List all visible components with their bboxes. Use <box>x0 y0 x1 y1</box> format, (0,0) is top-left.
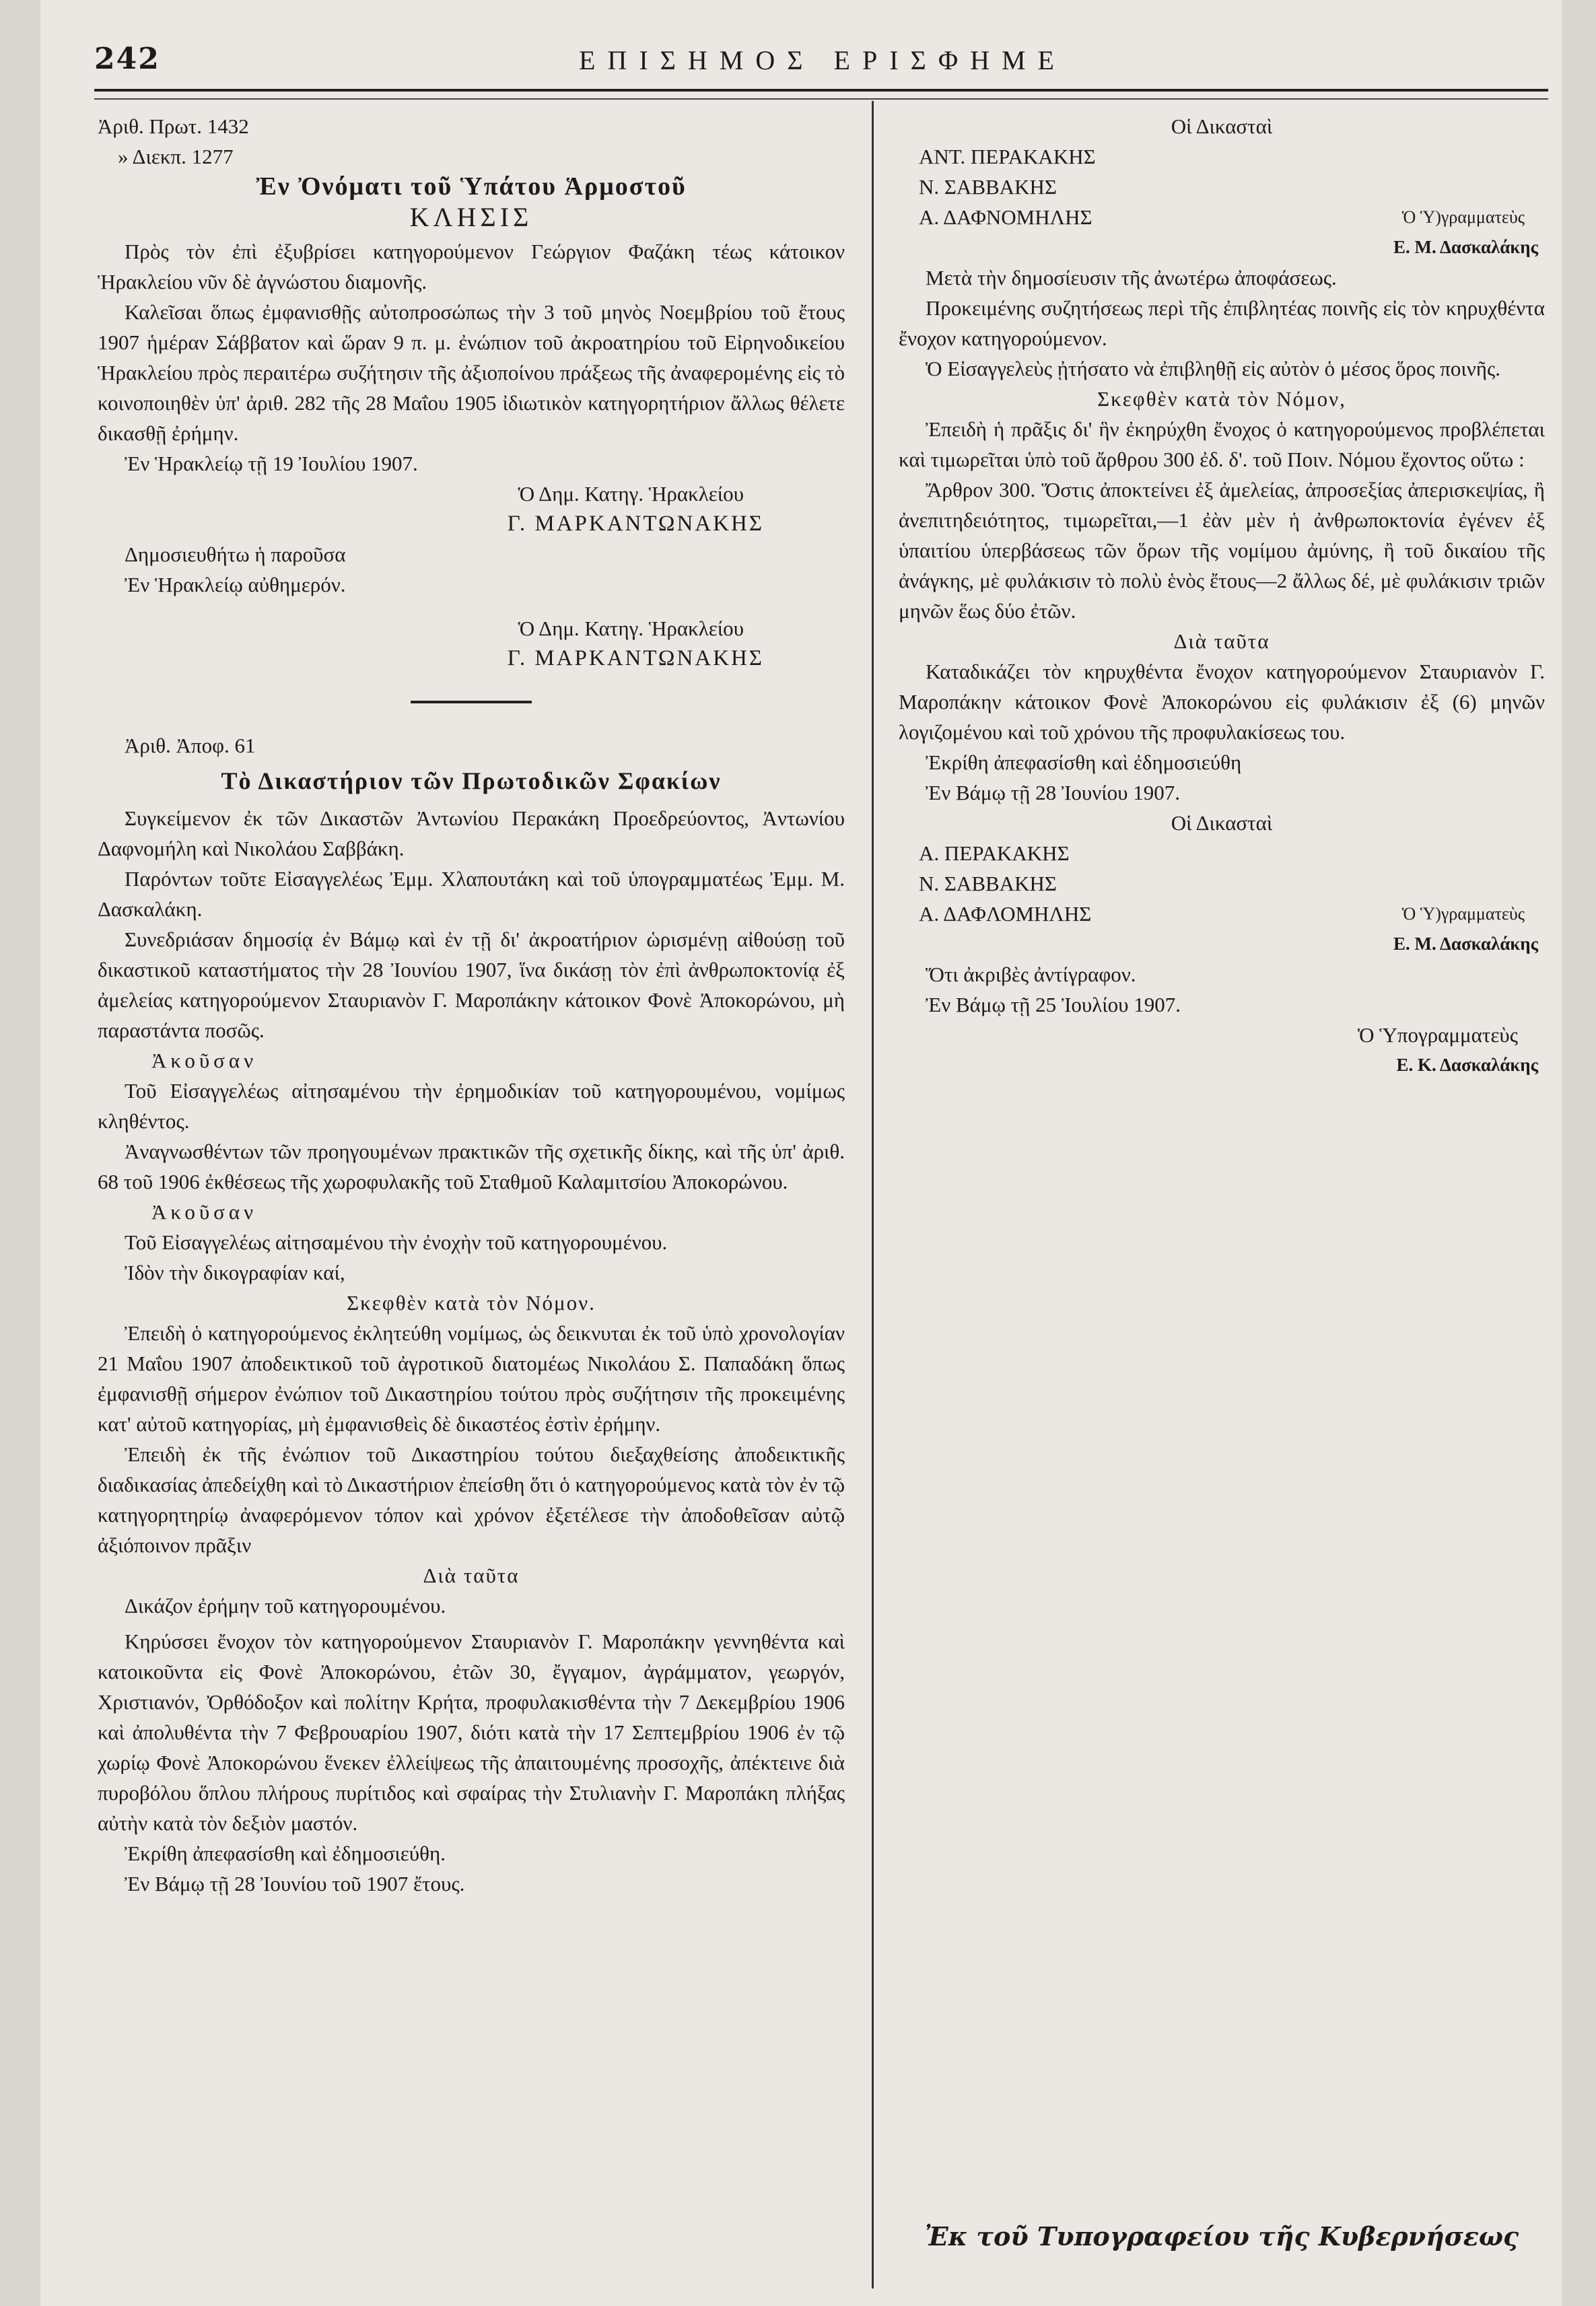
judge-name: Ν. ΣΑΒΒΑΚΗΣ <box>919 872 1057 895</box>
heard-heading-2: Ἀκοῦσαν <box>151 1200 258 1224</box>
decision-in-absentia: Δικάζον ἐρήμην τοῦ κατηγορουμένου. <box>125 1594 446 1617</box>
decision-published: Ἐκρίθη ἀπεφασίσθη καὶ ἐδημοσιεύθη. <box>125 1842 446 1865</box>
page-header <box>94 30 1548 77</box>
decision-verdict: Κηρύσσει ἔνοχον τὸν κατηγορούμενον Σταυριανὸν Γ. Μαροπάκην γεννηθέντα καὶ κατοικοῦντα εἰς Φονὲ Ἀποκορώνου, ἐτῶν 30, ἔγγαμον, ἀγράμματον, γεωργόν, Χριστιανόν, Ὀρθόδοξον καὶ πολίτην Κρήτα, προφυλακισθέντα τὴν 7 Δεκεμβρίου 1906 καὶ ἀπολυθέντα τὴν 7 Φεβρουαρίου 1907, διότι κατὰ τὴν 17 Σεπτεμβρίου 1906 ἐν τῷ χωρίῳ Φονὲ Ἀποκορώνου ἕνεκεν ἐλλείψεως τῆς ἀπαιτουμένης προσοχῆς, ἀπέκτεινε διὰ πυροβόλου ὅπλου πλήρους πυρίτιδος καὶ σφαίρας τὴν Στυλιανὴν Γ. Μαροπάκη πλήξας αὐτὴν κατὰ τὸν δεξιὸν μαστόν. <box>98 1630 845 1835</box>
court-title: Τὸ Δικαστήριον τῶν Πρωτοδικῶν Σφακίων <box>221 767 722 794</box>
decision-whereas-1: Ἐπειδὴ ὁ κατηγορούμενος ἐκλητεύθη νομίμως, ὡς δεικνυται ἐκ τοῦ ὑπὸ χρονολογίαν 21 Μαΐου 1907 ἀποδεικτικοῦ τοῦ ἀγροτικοῦ διατομέως Νικολάου Σ. Παπαδάκη ὅπως ἐμφανισθῇ σήμερον ἐνώπιον τοῦ Δικαστηρίου τούτου πρὸς συζήτησιν τῆς προκειμένης κατ' αὐτοῦ κατηγορίας, μὴ ἐμφανισθεὶς δὲ δικαστέος ἐστὶν ἐρήμην. <box>98 1321 845 1436</box>
column-divider <box>872 101 874 2288</box>
sentence-considered: Σκεφθὲν κατὰ τὸν Νόμον, <box>1097 387 1346 411</box>
page-number: 242 <box>94 42 160 76</box>
judge-name: ΑΝΤ. ΠΕΡΑΚΑΚΗΣ <box>919 145 1096 168</box>
clerk-name-2: Ε. Μ. Δασκαλάκης <box>1393 934 1538 954</box>
judge-name: Α. ΔΑΦΝΟΜΗΛΗΣ <box>919 205 1092 229</box>
summons-title: ΚΛΗΣΙΣ <box>409 202 533 232</box>
clerk-name-3: Ε. Κ. Δασκαλάκης <box>1396 1055 1538 1075</box>
decision-composition: Συγκείμενον ἐκ τῶν Δικαστῶν Ἀντωνίου Περακάκη Προεδρεύοντος, Ἀντωνίου Δαφνομήλη καὶ Νικολάου Σαββάκη. <box>98 806 845 860</box>
publish-order: Δημοσιευθήτω ἡ παροῦσα <box>125 543 346 566</box>
running-title: ΕΠΙΣΗΜΟΣ ΕΡΙΣΦΗΜΕ <box>579 45 1066 75</box>
decision-prosecutor-request: Τοῦ Εἰσαγγελέως αἰτησαμένου τὴν ἐρημοδικίαν τοῦ κατηγορουμένου, νομίμως κληθέντος. <box>98 1079 845 1133</box>
judges-label-2: Οἱ Δικασταὶ <box>1171 811 1273 835</box>
signature-1-name: Γ. ΜΑΡΚΑΝΤΩΝΑΚΗΣ <box>507 512 764 536</box>
decision-session: Συνεδριάσαν δημοσίᾳ ἐν Βάμῳ καὶ ἐν τῇ δι' ἀκροατήριον ὡρισμένῃ αἰθούσῃ τοῦ δικαστικοῦ καταστήματος τὴν 28 Ἰουνίου 1907, ἵνα δικάσῃ τὸν ἐπὶ ἀνθρωποκτονίᾳ ἐξ ἀμελείας κατηγορούμενον Σταυριανὸν Γ. Μαροπάκην κάτοικον Φονὲ Ἀποκορώνου, μὴ παραστάντα ποσῶς. <box>98 928 845 1042</box>
sentence-published: Ἐκρίθη ἀπεφασίσθη καὶ ἐδημοσιεύθη <box>926 750 1242 774</box>
signature-1-title: Ὁ Δημ. Κατηγ. Ἡρακλείου <box>518 482 744 505</box>
ref-dispatch: » Διεκπ. 1277 <box>118 145 234 168</box>
right-column <box>899 111 1545 1080</box>
decision-whereas-2: Ἐπειδὴ ἐκ τῆς ἐνώπιον τοῦ Δικαστηρίου τούτου διεξαχθείσης ἀποδεικτικῆς διαδικασίας ἀπεδείχθη καὶ τὸ Δικαστήριον ἐπείσθη ὅτι ὁ κατηγορούμενος κατὰ τὸν ἐν τῷ κατηγορητηρίῳ ἀναφερόμενον τόπον καὶ χρόνον ἐξετέλεσε τὴν ἀποδοθεῖσαν αὐτῷ ἀξιόποινον πρᾶξιν <box>98 1442 845 1557</box>
newspaper-page <box>40 0 1562 2306</box>
clerk-label-2: Ὁ Ὑ)γραμματεὺς <box>1401 904 1525 923</box>
judges-block-2 <box>899 838 1545 929</box>
decision-place-date: Ἐν Βάμῳ τῇ 28 Ἰουνίου τοῦ 1907 ἔτους. <box>125 1872 465 1895</box>
sentence-intro: Μετὰ τὴν δημοσίευσιν τῆς ἀνωτέρω ἀποφάσεως. <box>926 266 1337 289</box>
decision-present: Παρόντων τοῦτε Εἰσαγγελέως Ἐμμ. Χλαπουτάκη καὶ τοῦ ὑπογραμματέως Ἐμμ. Μ. Δασκαλάκη. <box>98 867 845 921</box>
judge-clerk-row <box>919 202 1545 232</box>
for-these-reasons-heading: Διὰ ταῦτα <box>423 1564 520 1587</box>
header-rule <box>94 89 1548 100</box>
clerk-label: Ὁ Ὑ)γραμματεὺς <box>1401 207 1525 227</box>
true-copy: Ὅτι ἀκριβὲς ἀντίγραφον. <box>926 963 1136 986</box>
copy-place-date: Ἐν Βάμῳ τῇ 25 Ἰουλίου 1907. <box>926 993 1181 1016</box>
judge-name: Α. ΠΕΡΑΚΑΚΗΣ <box>919 841 1070 865</box>
sentence-discussion: Προκειμένης συζητήσεως περὶ τῆς ἐπιβλητέας ποινῆς εἰς τὸν κηρυχθέντα ἔνοχον κατηγορούμενον. <box>899 296 1545 350</box>
decision-records-read: Ἀναγνωσθέντων τῶν προηγουμένων πρακτικῶν τῆς σχετικῆς δίκης, καὶ τῆς ὑπ' ἀριθ. 68 τοῦ 1906 ἐκθέσεως τῆς χωροφυλακῆς τοῦ Σταθμοῦ Καλαμιτσίου Ἀποκορώνου. <box>98 1140 845 1193</box>
for-these-reasons-heading-2: Διὰ ταῦτα <box>1173 629 1270 653</box>
sentence-place-date: Ἐν Βάμῳ τῇ 28 Ἰουνίου 1907. <box>926 781 1180 804</box>
signature-2-name: Γ. ΜΑΡΚΑΝΤΩΝΑΚΗΣ <box>507 646 764 670</box>
signature-2-title: Ὁ Δημ. Κατηγ. Ἡρακλείου <box>518 617 744 640</box>
summons-body: Καλεῖσαι ὅπως ἐμφανισθῇς αὐτοπροσώπως τὴν 3 τοῦ μηνὸς Νοεμβρίου τοῦ ἔτους 1907 ἡμέραν Σάββατον καὶ ὥραν 9 π. μ. ἐνώπιον τοῦ ἀκροατηρίου τοῦ Εἰρηνοδικείου Ἡρακλείου πρὸς περαιτέρω συζήτησιν τῆς ἀξιοποίνου πράξεως τῆς ἀναφερομένης εἰς τὸ κοινοποιηθὲν ὑπ' ἀριθ. 282 τῆς 28 Μαΐου 1905 ἰδιωτικὸν κατηγορητήριον ἄλλως θέλετε δικασθῇ ἐρήμην. <box>98 300 845 445</box>
left-column <box>98 111 845 1899</box>
summons-addressee: Πρὸς τὸν ἐπὶ ἐξυβρίσει κατηγορούμενον Γεώργιον Φαζάκη τέως κάτοικον Ἡρακλείου νῦν δὲ ἀγνώστου διαμονῆς. <box>98 240 845 293</box>
printer-imprint: Ἐκ τοῦ Τυπογραφείου τῆς Κυβερνήσεως <box>924 2221 1519 2251</box>
sentence-prosecutor: Ὁ Εἰσαγγελεὺς ᾐτήσατο νὰ ἐπιβληθῇ εἰς αὐτὸν ὁ μέσος ὅρος ποινῆς. <box>926 357 1500 380</box>
clerk-label-3: Ὁ Ὑπογραμματεὺς <box>1357 1023 1518 1047</box>
ref-protocol: Ἀριθ. Πρωτ. 1432 <box>98 114 249 138</box>
judge-clerk-row-2 <box>919 899 1545 929</box>
judges-label: Οἱ Δικασταὶ <box>1171 114 1273 138</box>
publish-place: Ἐν Ἡρακλείῳ αὐθημερόν. <box>125 573 346 596</box>
judge-name: Α. ΔΑΦΛΟΜΗΛΗΣ <box>919 902 1092 925</box>
decision-considered: Σκεφθὲν κατὰ τὸν Νόμον. <box>347 1291 596 1315</box>
summons-place-date: Ἐν Ἡρακλείῳ τῇ 19 Ἰουλίου 1907. <box>125 452 418 475</box>
clerk-name: Ε. Μ. Δασκαλάκης <box>1393 237 1538 257</box>
heard-heading-1: Ἀκοῦσαν <box>151 1049 258 1072</box>
decision-ref: Ἀριθ. Ἀποφ. 61 <box>125 734 256 757</box>
judge-name: Ν. ΣΑΒΒΑΚΗΣ <box>919 175 1057 199</box>
sentence-verdict: Καταδικάζει τὸν κηρυχθέντα ἔνοχον κατηγορούμενον Σταυριανὸν Γ. Μαροπάκην κάτοικον Φονὲ Ἀποκορώνου εἰς φυλάκισιν ἐξ (6) μηνῶν λογιζομένου καὶ τοῦ χρόνου τῆς προφυλακίσεως του. <box>899 660 1545 744</box>
decision-file-seen: Ἰδὸν τὴν δικογραφίαν καί, <box>125 1261 345 1284</box>
judges-block <box>899 141 1545 232</box>
invocation-heading: Ἐν Ὀνόματι τοῦ Ὑπάτου Ἁρμοστοῦ <box>256 172 687 201</box>
section-divider <box>411 701 532 703</box>
sentence-whereas: Ἐπειδὴ ἡ πρᾶξις δι' ἣν ἐκηρύχθη ἔνοχος ὁ κατηγορούμενος προβλέπεται καὶ τιμωρεῖται ὑπὸ τοῦ ἄρθρου 300 ἐδ. δ'. τοῦ Ποιν. Νόμου ἔχοντος οὕτω : <box>899 417 1545 471</box>
penal-article-300: Ἄρθρον 300. Ὅστις ἀποκτείνει ἐξ ἀμελείας, ἀπροσεξίας ἀπερισκεψίας, ἢ ἀνεπιτηδειότητος, τιμωρεῖται,—1 ἐὰν μὲν ἡ ἀνθρωποκτονία ἐγένεν ἐξ ὑπαιτίου ὑπερβάσεως τῶν ὅρων τῆς νομίμου ἀμύνης, ἢ τοῦ δικαίου τῆς ἀνάγκης, μὲ φυλάκισιν τὸ πολὺ ἑνὸς ἔτους—2 ἄλλως δέ, μὲ φυλάκισιν τριῶν μηνῶν ἕως δύο ἐτῶν. <box>899 478 1545 623</box>
decision-guilt-request: Τοῦ Εἰσαγγελέως αἰτησαμένου τὴν ἐνοχὴν τοῦ κατηγορουμένου. <box>125 1230 668 1254</box>
